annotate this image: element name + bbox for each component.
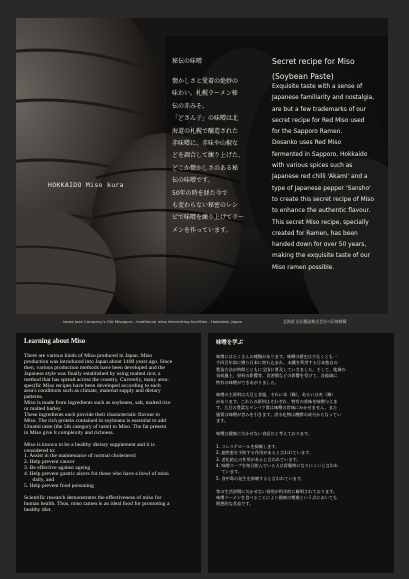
panel-heading: Learning about Miso (24, 338, 86, 345)
jp-title: 秘伝の味噌 (172, 58, 203, 65)
miso-wo-manabu-panel (208, 333, 394, 573)
caption-english: Iwata Jozo Company's Old Misogura - traditional miso fermenting facilities - Hokkaido, Japan (63, 319, 243, 324)
panel-text-jp: 味噌にはたくさんの種類があります。味噌の歴史は少なくとも一 千四百年前に遡り日本に持ち込まれ、未醸を利用する日本独自の 製造方法が時間とともに全国に普及していきました。そして、地域の 気候風土、原料の影響等、食習慣などの影響を受けて、各地域に 特有の味噌ができあがりました。 味噌の主原料は大豆と食塩、それに米（麹）、あるいは麦（麹） があります。これらの原料はそれぞれ、特有の香味を味噌与えま す。大豆の豊富なタンパク質は味噌の旨味にかかせません。また 脂質は味噌が旨みを引きます。淡水化物は酸酵の成分からなってい ます。 味噌は健康に欠かせない食品だと考えております。 1. コレステロールを抑制します。 2. 癌疾患を予防する作用があると言われています。 3. 老化防止の作用があると言われています。 4. 味噌スープを毎日飲んでいる人は胃腸病になりにくいと言われ ています。 5. 食中毒の発生を抑制すると言われています。 等の生活習慣に欠かせない効用が科学的に解明されております。 味噌ラーメンを食べることにより健康の増進という点においても 理想的な食品です。 (216, 354, 346, 507)
panel-heading-jp: 味噌を学ぶ (216, 340, 243, 346)
en-title: Secret recipe for Miso (Soybean Paste) (272, 57, 355, 81)
panel-text: There are various kinds of Miso produced in Japan. Miso production was introduced into Japan about 1400 years ago. Since then, various production methods have been developed and the Japanese style was finally established by using malted rice; a method that has spread across the country. Currently, many area- specific Miso recipes have been developed according to each area's conditions such as climate, material supply and dietary patterns. Miso is made from ingredients such as soybeans, salt, malted rice or malted barley. These ingredients each provide their characteristic flavour to Miso. The rich protein contained in soybeans is essential to add Umami taste (the 5th category of taste) to Miso. The fat present in Miso give it complexity and richness. Miso is known to be a healthy dietary supplement and it is considered to: 1. Assist in the maintenance of normal cholesterol 2. Help prevent cancer 3. Be effective against ageing 4. Help prevent gastric ulcers for those who have a bowl of miso daily, and 5. Help prevent food poisoning Scientific research demonstrates the effectiveness of miso for human health. Thus, miso ramen is an ideal food for promoting a healthy diet. (24, 353, 173, 513)
photo-label: HOKKAIDO Miso kura (48, 181, 124, 189)
caption-japanese: 北海道 岩田醸造株式会社の旧味噌蔵 (283, 319, 347, 324)
jp-description: 懐かしさと愛着の絶妙の 味わい。札幌ラーメン秘 伝の赤みそ。 「どさん子」の味噌は北 海道の札幌で醸造された 赤味噌に、赤味や山椒な どを調合して練り上げた、 どこか懐かしさのある秘 伝の味噌です。 50年の時を経た今で も変わらない秘密のレシ ピで味噌を練り上げてラー メンを作っています。 (172, 78, 245, 234)
photo-caption (0, 317, 409, 327)
en-description: Exquisite taste with a sense of Japanese familiarity and nostalgia, are but a few trademarks of our secret recipe for Red Miso used for the Sapporo Ramen. Dosanko uses Red Miso fermented in Sapporo, Hokkaido with various spices such as Japanese red chilli 'Akami' and a type of Japanese pepper 'Sansho' to create this secret recipe of Miso to enhance the authentic flavour. This secret Miso recipe, specially created for Ramen, has been handed down for over 50 years, making the exquisite taste of our Miso ramen possible. (272, 84, 375, 271)
learning-about-miso-panel (16, 333, 201, 573)
